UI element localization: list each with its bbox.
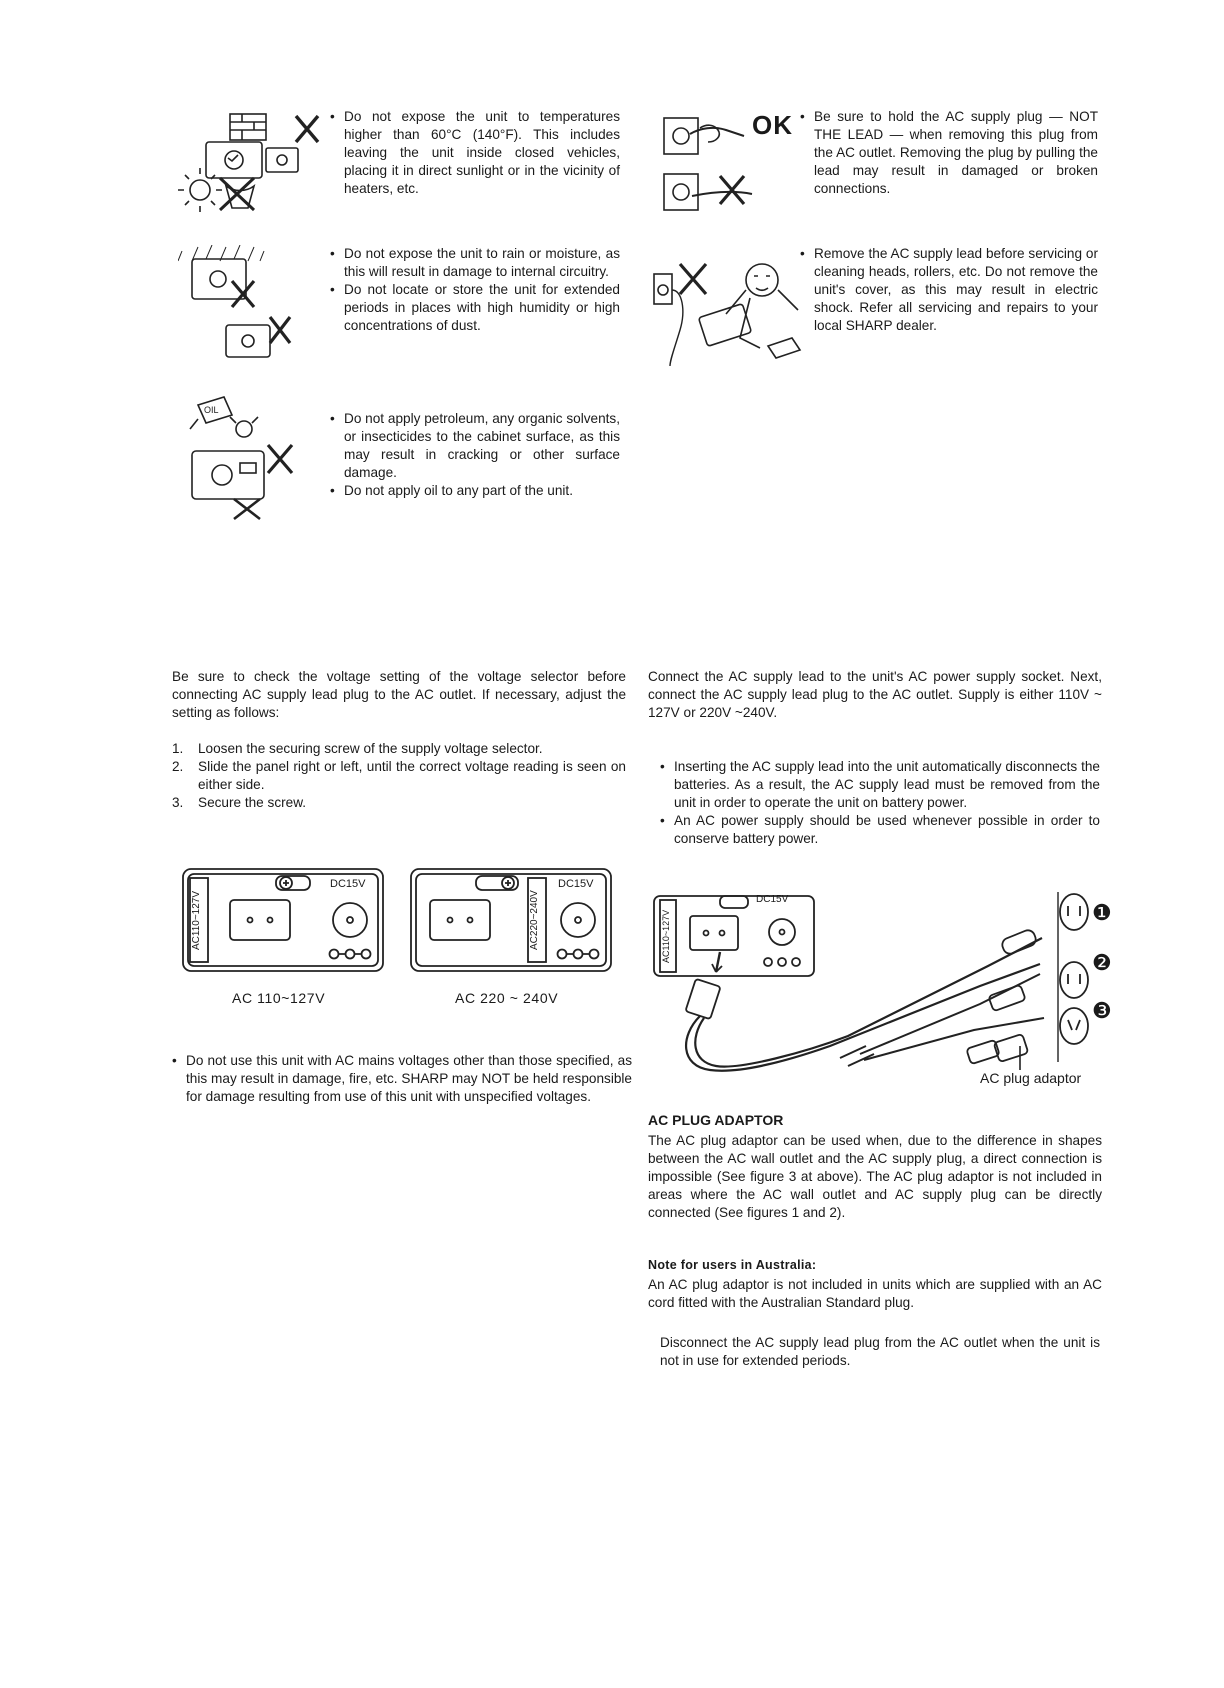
warning-bullet: • Do not expose the unit to rain or moisture, as this will result in damage to internal circuitry. xyxy=(330,245,620,281)
warning-bullet: • Do not expose the unit to temperatures higher than 60°C (140°F). This includes leaving the unit inside closed vehicles, placing it in direct sunlight or in the vicinity of heaters, etc. xyxy=(330,108,620,198)
step-item xyxy=(172,758,626,794)
moisture-warning xyxy=(330,245,620,335)
ac-connection-diagram xyxy=(650,890,1110,1100)
voltage-panel-110 xyxy=(182,868,384,972)
step-item xyxy=(172,794,626,812)
plug-removal-warning xyxy=(800,108,1098,198)
panel-110-caption: AC 110~127V xyxy=(232,990,326,1006)
chemical-warning xyxy=(330,410,620,500)
voltage-intro: Be sure to check the voltage setting of the voltage selector before connecting AC supply lead plug to the AC outlet. If necessary, adjust the setting as follows: xyxy=(172,669,626,720)
figure-2-marker: ❷ xyxy=(1092,950,1112,975)
diagram-side-label: AC110~127V xyxy=(661,909,671,963)
step-text: Loosen the securing screw of the supply voltage selector. xyxy=(198,741,543,756)
voltage-steps xyxy=(172,740,626,812)
voltage-warning xyxy=(172,1052,632,1106)
rain-warning-illustration xyxy=(178,245,308,373)
warning-bullet: • Do not apply oil to any part of the unit. xyxy=(330,482,620,500)
step-item xyxy=(172,740,626,758)
warning-bullet: • Do not locate or store the unit for extended periods in places with high humidity or high concentrations of dust. xyxy=(330,281,620,335)
svg-text:OIL: OIL xyxy=(204,405,219,415)
australia-note-heading: Note for users in Australia: xyxy=(648,1258,817,1272)
adaptor-label: AC plug adaptor xyxy=(980,1070,1082,1086)
warning-bullet: • Do not apply petroleum, any organic solvents, or insecticides to the cabinet surface, as this may result in cracking or other surface damage. xyxy=(330,410,620,482)
connect-notes xyxy=(660,758,1100,848)
panel-220-caption: AC 220 ~ 240V xyxy=(455,990,559,1006)
step-text: Slide the panel right or left, until the correct voltage reading is seen on either side. xyxy=(198,759,626,792)
panel-dc-label: DC15V xyxy=(330,878,366,890)
oil-warning-illustration xyxy=(178,395,320,525)
step-number: 1. xyxy=(172,741,184,756)
step-number: 2. xyxy=(172,759,184,774)
adaptor-heading: AC PLUG ADAPTOR xyxy=(648,1112,784,1128)
figure-3-marker: ❸ xyxy=(1092,998,1112,1023)
figure-1-marker: ❶ xyxy=(1092,900,1112,925)
step-number: 3. xyxy=(172,795,184,810)
service-warning-illustration xyxy=(650,250,810,368)
step-text: Secure the screw. xyxy=(198,795,307,810)
panel-side-label: AC110~127V xyxy=(191,890,202,950)
adaptor-body: The AC plug adaptor can be used when, due to the difference in shapes between the AC wall outlet and the AC supply plug, a direct connection is impossible (See figure 3 at above). The AC plug adaptor is not included in areas where the AC wall outlet and AC supply plug can be directly connected (See figures 1 and 2). xyxy=(648,1133,1102,1220)
connect-bullet: • Inserting the AC supply lead into the unit automatically disconnects the batteries. As a result, the AC supply lead must be removed from the unit in order to operate the unit on battery power. xyxy=(660,758,1100,812)
warning-bullet: • Remove the AC supply lead before servicing or cleaning heads, rollers, etc. Do not remove the unit's cover, as this may result in electric shock. Refer all servicing and repairs to your local SHARP dealer. xyxy=(800,245,1098,335)
heat-warning-illustration xyxy=(178,108,328,220)
australia-note-body: An AC plug adaptor is not included in units which are supplied with an AC cord fitted with the Australian Standard plug. xyxy=(648,1277,1102,1310)
panel-side-label: AC220~240V xyxy=(529,890,540,950)
servicing-warning xyxy=(800,245,1098,335)
panel-dc-label: DC15V xyxy=(558,878,594,890)
warning-bullet: • Be sure to hold the AC supply plug — NOT THE LEAD — when removing this plug from the AC outlet. Removing the plug by pulling the lead may result in damaged or broken connections. xyxy=(800,108,1098,198)
heat-warning xyxy=(330,108,620,198)
diagram-dc-label: DC15V xyxy=(756,894,789,905)
connect-bullet: • An AC power supply should be used whenever possible in order to conserve battery power. xyxy=(660,812,1100,848)
connect-intro: Connect the AC supply lead to the unit's AC power supply socket. Next, connect the AC supply lead plug to the AC outlet. Supply is either 110V ~ 127V or 220V ~240V. xyxy=(648,669,1102,720)
warning-bullet: • Do not use this unit with AC mains voltages other than those specified, as this may result in damage, fire, etc. SHARP may NOT be held responsible for damage resulting from use of this unit with unspecified voltages. xyxy=(172,1052,632,1106)
ok-label: OK xyxy=(752,110,793,140)
disconnect-note: Disconnect the AC supply lead plug from the AC outlet when the unit is not in use for extended periods. xyxy=(660,1335,1100,1368)
voltage-panel-220 xyxy=(410,868,612,972)
